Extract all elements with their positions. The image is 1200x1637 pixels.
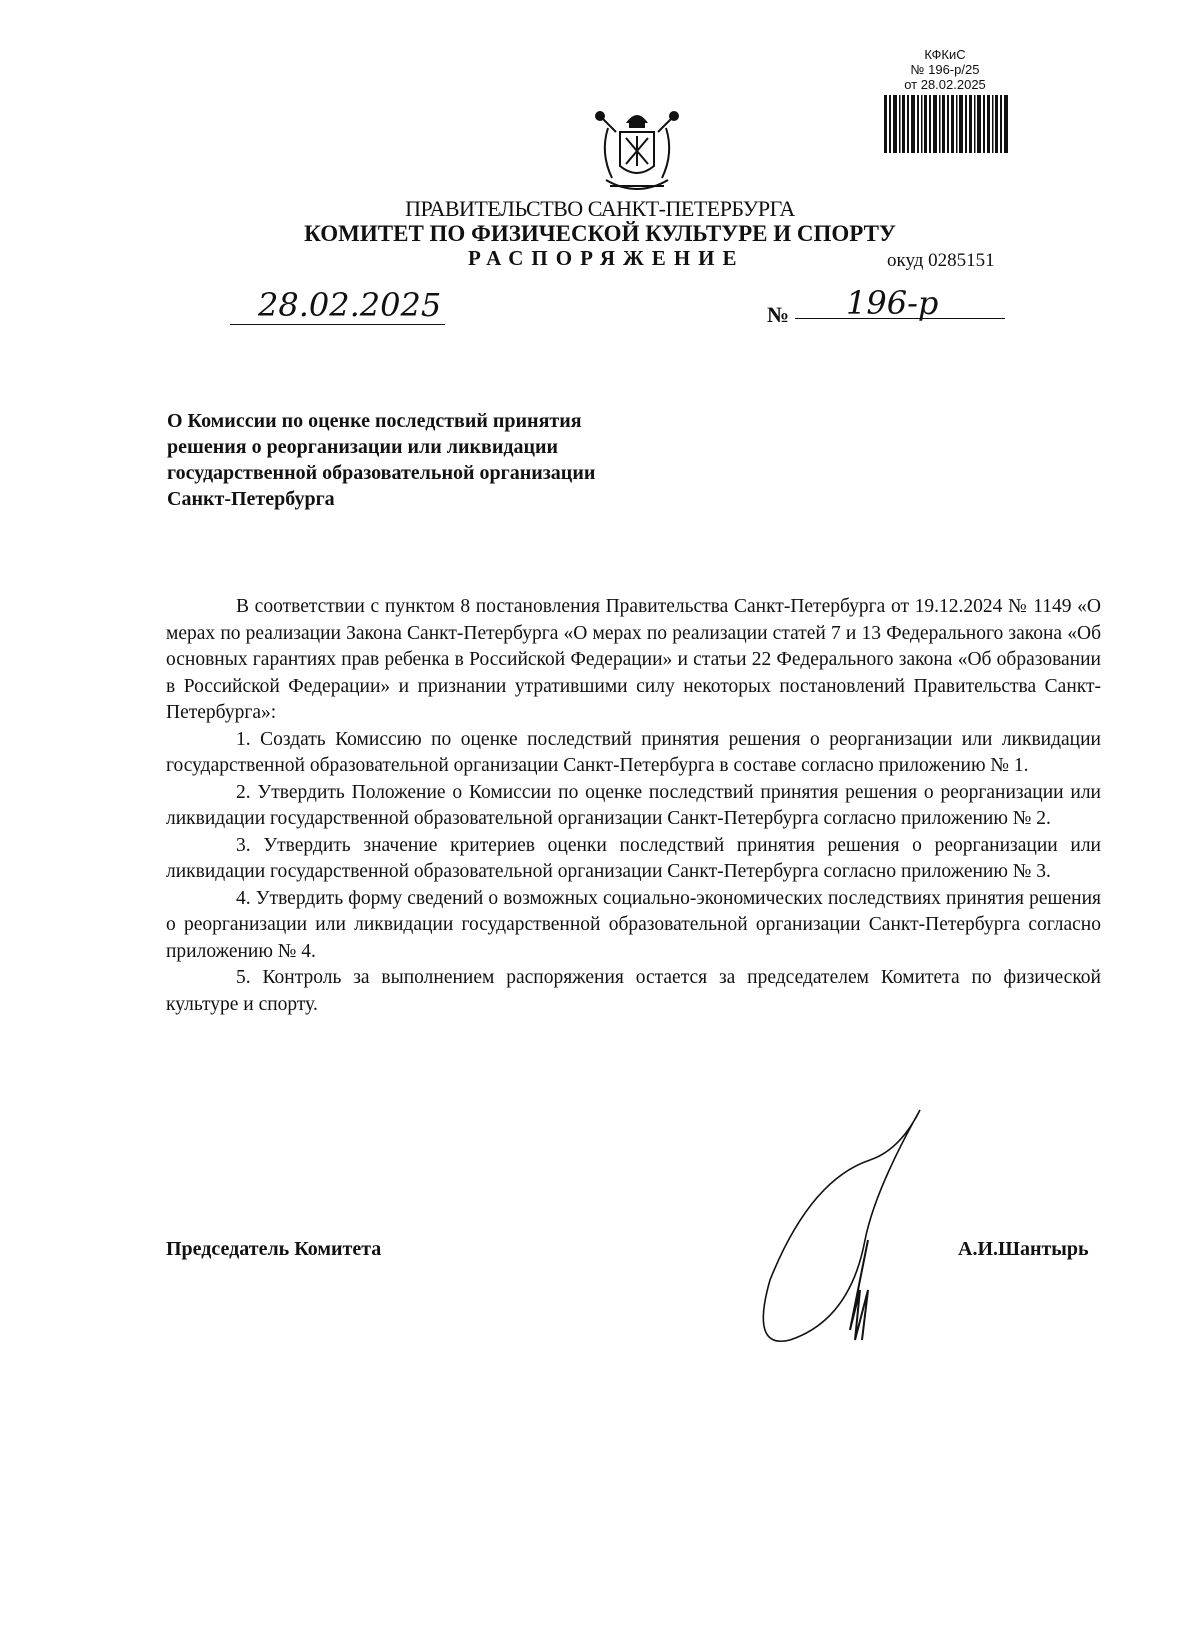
document-subject <box>167 408 727 512</box>
okud-code: окуд 0285151 <box>887 250 995 271</box>
document-body <box>166 594 1101 1018</box>
number-label: № <box>767 302 790 327</box>
subject-line: решения о реорганизации или ликвидации <box>167 436 559 458</box>
document-type: РАСПОРЯЖЕНИЕ <box>468 246 745 270</box>
committee-title: КОМИТЕТ ПО ФИЗИЧЕСКОЙ КУЛЬТУРЕ И СПОРТУ <box>304 221 896 246</box>
signatory-role: Председатель Комитета <box>166 1238 382 1260</box>
subject-line: государственной образовательной организации <box>167 462 596 484</box>
handwritten-signature <box>750 1090 990 1380</box>
order-item-4: 4. Утвердить форму сведений о возможных социально-экономических последствиях принятия решения о реорганизации или ликвидации государственной образовательной организации Санкт-Петербурга согласно приложению № 4. <box>166 887 1101 962</box>
order-item-2: 2. Утвердить Положение о Комиссии по оценке последствий принятия решения о реорганизации или ликвидации государственной образовательной организации Санкт-Петербурга согласно приложению № 2. <box>166 781 1101 829</box>
government-title: ПРАВИТЕЛЬСТВО САНКТ-ПЕТЕРБУРГА <box>405 196 795 221</box>
order-item-1: 1. Создать Комиссию по оценке последствий принятия решения о реорганизации или ликвидации государственной образовательной организации Санкт-Петербурга в составе согласно приложению № 1. <box>166 728 1101 776</box>
registration-stamp <box>880 47 1010 92</box>
preamble: В соответствии с пунктом 8 постановления Правительства Санкт-Петербурга от 19.12.2024 № 1149 «О мерах по реализации Закона Санкт-Петербурга «О мерах по реализации статей 7 и 13 Федерального закона «Об основных гарантиях прав ребенка в Российской Федерации» и статьи 22 Федерального закона «Об образовании в Российской Федерации» и признании утратившими силу некоторых постановлений Правительства Санкт-Петербурга»: <box>166 596 1101 723</box>
order-item-3: 3. Утвердить значение критериев оценки последствий принятия решения о реорганизации или ликвидации государственной образовательной организации Санкт-Петербурга согласно приложению № 3. <box>166 834 1101 882</box>
subject-line: О Комиссии по оценке последствий принятия <box>167 410 582 432</box>
document-date: 28.02.2025 <box>258 286 442 324</box>
stamp-date: от 28.02.2025 <box>904 77 986 92</box>
order-item-5: 5. Контроль за выполнением распоряжения остается за председателем Комитета по физической культуре и спорту. <box>166 967 1101 1015</box>
coat-of-arms-icon <box>590 108 685 203</box>
barcode-icon <box>884 95 1010 153</box>
stamp-number: № 196-р/25 <box>910 62 980 77</box>
stamp-org: КФКиС <box>924 47 966 62</box>
document-number: 196-р <box>846 284 939 322</box>
signatory-name: А.И.Шантырь <box>958 1238 1089 1260</box>
subject-line: Санкт-Петербурга <box>167 488 335 510</box>
